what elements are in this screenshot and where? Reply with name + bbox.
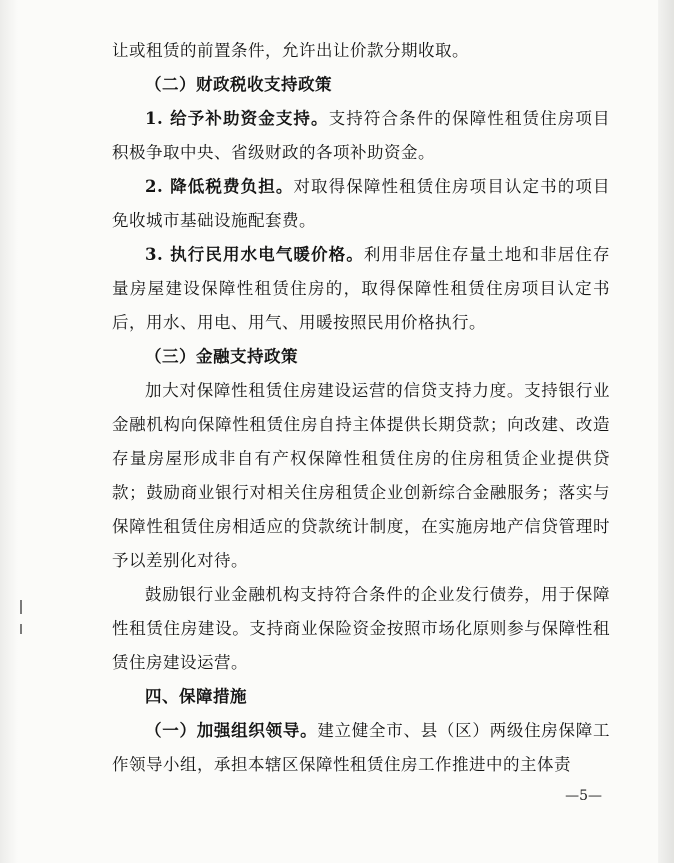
- paragraph-tax: 2. 降低税费负担。对取得保障性租赁住房项目认定书的项目免收城市基础设施配套费。: [112, 177, 610, 230]
- scan-right-edge: [658, 0, 674, 863]
- paragraph-1: 让或租赁的前置条件，允许出让价款分期收取。: [112, 41, 469, 60]
- section-heading-finance: （三）金融支持政策: [145, 347, 298, 366]
- document-body: [112, 34, 610, 782]
- scan-left-shadow: [0, 0, 18, 863]
- paragraph-subsidy: 1. 给予补助资金支持。支持符合条件的保障性租赁住房项目积极争取中央、省级财政的各项补助资金。: [112, 109, 610, 162]
- section-heading-measures: 四、保障措施: [145, 687, 247, 706]
- paragraph-organization: （一）加强组织领导。建立健全市、县（区）两级住房保障工作领导小组，承担本辖区保障性租赁住房工作推进中的主体责: [112, 721, 611, 774]
- item-lead: （一）加强组织领导。: [145, 721, 318, 740]
- paragraph-credit: 加大对保障性租赁住房建设运营的信贷支持力度。支持银行业金融机构向保障性租赁住房自持主体提供长期贷款；向改建、改造存量房屋形成非自有产权保障性租赁住房的住房租赁企业提供贷款；鼓励商业银行对相关住房租赁企业创新综合金融服务；落实与保障性租赁住房相适应的贷款统计制度，在实施房地产信贷管理时予以差别化对待。: [112, 381, 610, 570]
- section-heading-fiscal: （二）财政税收支持政策: [145, 75, 332, 94]
- scan-margin-mark: [20, 624, 22, 634]
- page-number: —5—: [565, 788, 602, 804]
- scan-margin-mark: [20, 600, 22, 614]
- item-lead: 2. 降低税费负担。: [145, 177, 294, 196]
- item-lead: 1. 给予补助资金支持。: [145, 109, 329, 128]
- paragraph-utility-price: 3. 执行民用水电气暖价格。利用非居住存量土地和非居住存量房屋建设保障性租赁住房的，取得保障性租赁住房项目认定书后，用水、用电、用气、用暖按照民用价格执行。: [112, 245, 610, 332]
- paragraph-bonds: 鼓励银行业金融机构支持符合条件的企业发行债券，用于保障性租赁住房建设。支持商业保险资金按照市场化原则参与保障性租赁住房建设运营。: [112, 585, 610, 672]
- item-lead: 3. 执行民用水电气暖价格。: [145, 245, 364, 264]
